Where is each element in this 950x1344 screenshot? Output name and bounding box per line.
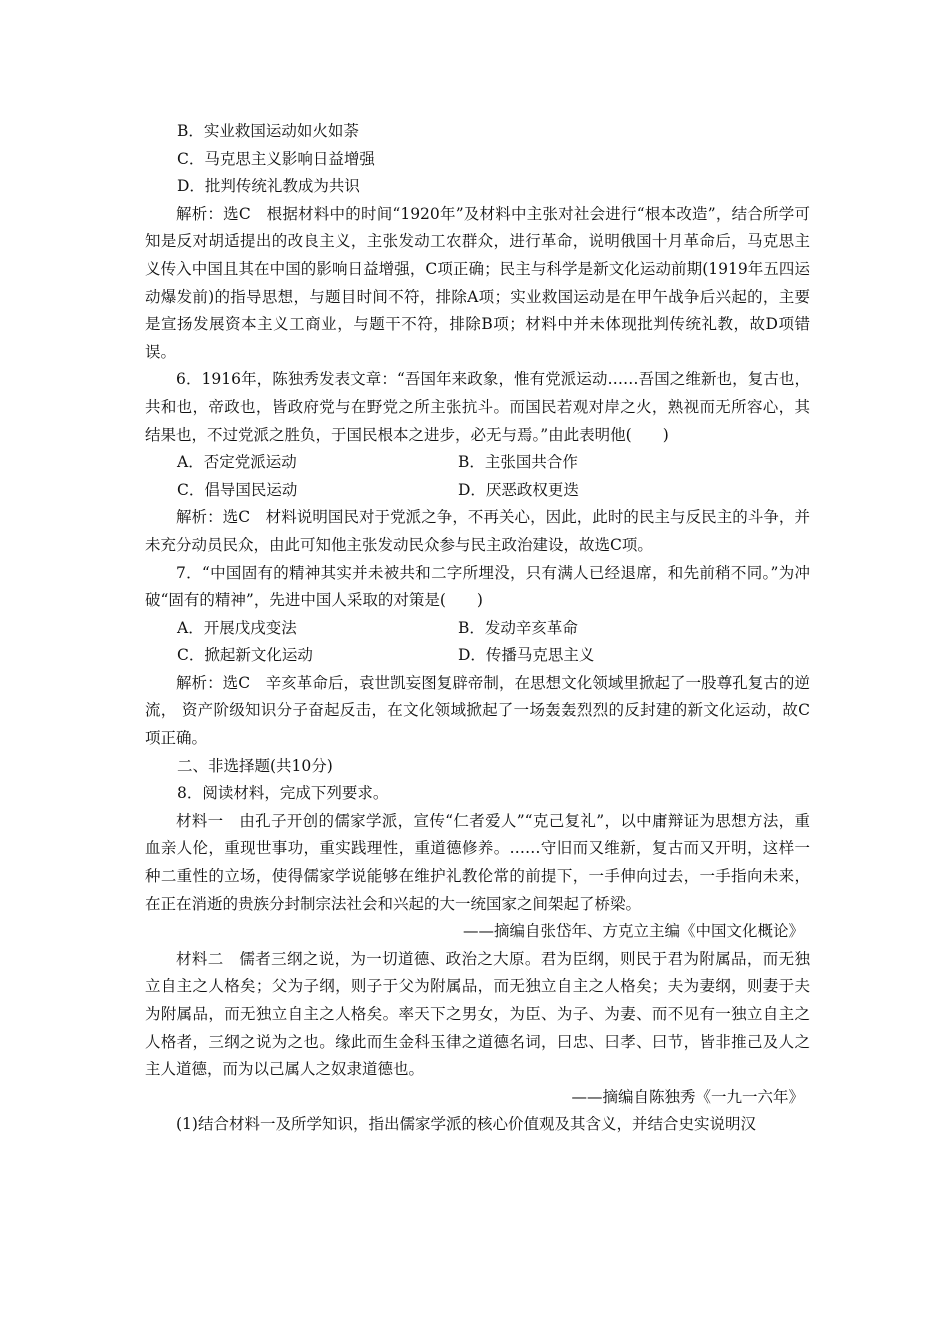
material-one: 材料一 由孔子开创的儒家学派，宣传“仁者爱人”“克己复礼”，以中庸辩证为思想方法，重血亲人伦，重现世事功，重实践理性，重道德修养。……守旧而又维新，复古而又开明，这样一种二重性的立场，使得儒家学说能够在维护礼教伦常的前提下，一手伸向过去，一手指向未来，在正在消逝的贵族分封制宗法社会和兴起的大一统国家之间架起了桥梁。: [145, 811, 810, 913]
q7-stem: 7．“中国固有的精神其实并未被共和二字所埋没，只有满人已经退席，和先前稍不同。”为冲破“固有的精神”，先进中国人采取的对策是( ): [145, 563, 810, 610]
q6-analysis: 解析：选C 材料说明国民对于党派之争，不再关心，因此，此时的民主与反民主的斗争，并未充分动员民众，由此可知他主张发动民众参与民主政治建设，故选C项。: [145, 508, 810, 554]
q7-option-d: D．传播马克思主义: [458, 646, 595, 665]
document-page: [145, 118, 810, 1139]
q6-option-c: C．倡导国民运动: [177, 480, 298, 499]
section2-title: 二、非选择题(共10分): [177, 756, 333, 775]
q6-stem: 6．1916年，陈独秀发表文章：“吾国年来政象，惟有党派运动……吾国之维新也，复古也，共和也，帝政也，皆政府党与在野党之所主张抗斗。而国民若观对岸之火，熟视而无所容心，其结果也，不过党派之胜负，于国民根本之进步，必无与焉。”由此表明他( ): [145, 370, 810, 444]
q7-option-c: C．掀起新文化运动: [177, 646, 313, 665]
q5-option-b: B．实业救国运动如火如荼: [177, 122, 359, 140]
q5-option-d: D．批判传统礼教成为共识: [177, 177, 360, 196]
q6-options-row-1: [145, 449, 810, 477]
q7-option-a: A．开展戊戌变法: [177, 618, 297, 637]
q6-option-d: D．厌恶政权更迭: [458, 480, 579, 499]
q7-analysis: 解析：选C 辛亥革命后，袁世凯妄图复辟帝制，在思想文化领域里掀起了一股尊孔复古的逆流， 资产阶级知识分子奋起反击，在文化领域掀起了一场轰轰烈烈的反封建的新文化运动，故C项正确。: [145, 673, 810, 748]
q7-option-b: B．发动辛亥革命: [458, 618, 578, 637]
q8-part-1: (1)结合材料一及所学知识，指出儒家学派的核心价值观及其含义，并结合史实说明汉: [176, 1115, 756, 1134]
material-one-source: ——摘编自张岱年、方克立主编《中国文化概论》: [462, 922, 804, 941]
q6-options-row-2: [145, 477, 810, 505]
q8-stem: 8．阅读材料，完成下列要求。: [177, 784, 389, 803]
q6-option-b: B．主张国共合作: [458, 453, 578, 472]
material-two: 材料二 儒者三纲之说，为一切道德、政治之大原。君为臣纲，则民于君为附属品，而无独立自主之人格矣；父为子纲，则子于父为附属品，而无独立自主之人格矣；夫为妻纲，则妻于夫为附属品，而无独立自主之人格矣。率天下之男女，为臣、为子、为妻、而不见有一独立自主之人格者，三纲之说为之也。缘此而生金科玉律之道德名词，曰忠、曰孝、曰节，皆非推己及人之主人道德，而为以己属人之奴隶道德也。: [145, 949, 810, 1079]
q7-options-row-2: [145, 642, 810, 670]
q6-option-a: A．否定党派运动: [177, 453, 297, 472]
material-two-source: ——摘编自陈独秀《一九一六年》: [571, 1087, 804, 1106]
q7-options-row-1: [145, 615, 810, 643]
q5-option-c: C．马克思主义影响日益增强: [177, 149, 375, 168]
q5-analysis: 解析：选C 根据材料中的时间“1920年”及材料中主张对社会进行“根本改造”，结合所学可知是反对胡适提出的改良主义，主张发动工农群众，进行革命，说明俄国十月革命后，马克思主义传入中国且其在中国的影响日益增强，C项正确；民主与科学是新文化运动前期(1919年五四运动爆发前)的指导思想，与题目时间不符，排除A项；实业救国运动是在甲午战争后兴起的，主要是宣扬发展资本主义工商业，与题干不符，排除B项；材料中并未体现批判传统礼教，故D项错误。: [145, 204, 810, 361]
